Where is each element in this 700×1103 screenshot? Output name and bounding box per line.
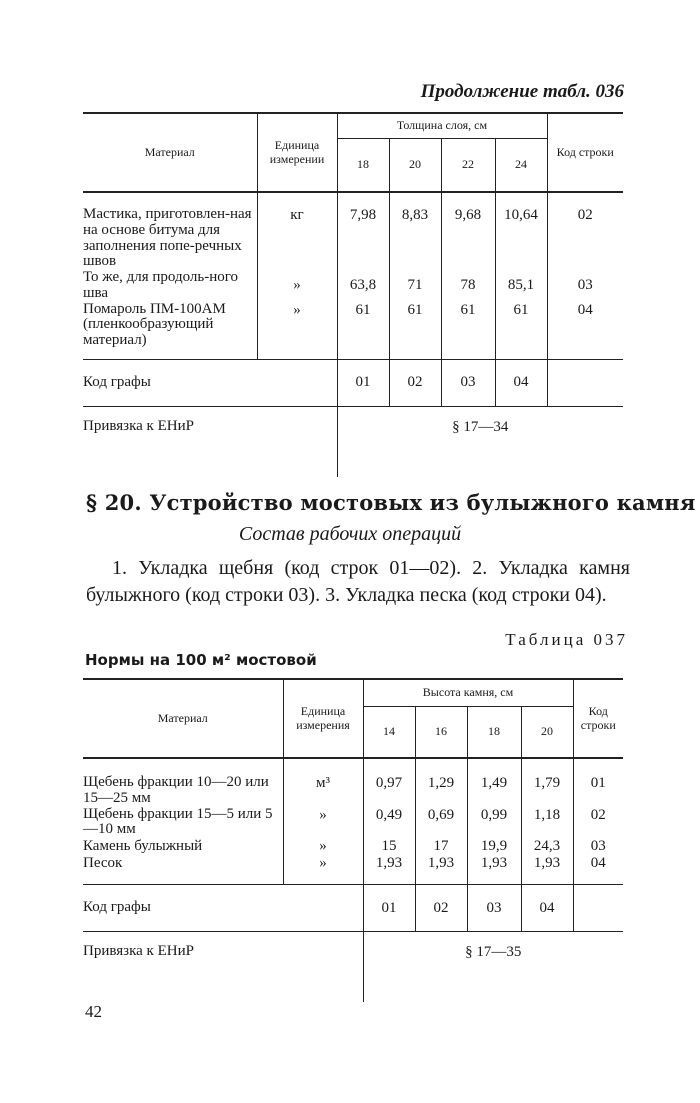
row-code: 04 [573, 855, 623, 885]
row-value: 71 [389, 270, 441, 302]
col-header-unit: Единица измерении [257, 113, 337, 192]
row-material: Мастика, приготовлен-ная на основе битума для заполнения попе-речных швов [83, 206, 252, 270]
row-code: 02 [547, 192, 623, 270]
row-material: То же, для продоль-ного шва [83, 269, 239, 301]
table-row [83, 807, 623, 839]
table-row [83, 302, 623, 360]
enir-link-label: Привязка к ЕНиР [83, 417, 194, 434]
column-code: 04 [495, 359, 547, 406]
row-value: 1,93 [415, 855, 467, 885]
height-value: 20 [521, 707, 573, 759]
row-value: 10,64 [495, 192, 547, 270]
row-value: 78 [441, 270, 495, 302]
row-value: 1,29 [415, 758, 467, 807]
column-code-label: Код графы [83, 359, 257, 406]
row-value: 61 [337, 302, 389, 360]
section-title: § 20. Устройство мостовых из булыжного камня [86, 490, 696, 515]
table-row [83, 270, 623, 302]
column-code-row [83, 885, 623, 932]
row-value: 1,79 [521, 758, 573, 807]
row-value: 1,49 [467, 758, 521, 807]
col-header-thickness: Толщина слоя, см [337, 113, 547, 139]
row-value: 0,99 [467, 807, 521, 839]
row-value: 63,8 [337, 270, 389, 302]
col-header-code: Код строки [547, 113, 623, 192]
row-material: Щебень фракции 15—5 или 5—10 мм [83, 805, 273, 838]
table-037 [83, 678, 623, 1002]
row-value: 17 [415, 838, 467, 855]
row-value: 15 [363, 838, 415, 855]
row-value: 0,69 [415, 807, 467, 839]
thickness-value: 24 [495, 139, 547, 193]
table-row [83, 855, 623, 885]
column-code: 04 [521, 885, 573, 932]
height-value: 18 [467, 707, 521, 759]
norms-caption: Нормы на 100 м² мостовой [85, 651, 317, 669]
row-value: 1,93 [467, 855, 521, 885]
row-value: 85,1 [495, 270, 547, 302]
row-material: Песок [83, 854, 123, 871]
row-value: 61 [495, 302, 547, 360]
row-value: 9,68 [441, 192, 495, 270]
column-code: 03 [441, 359, 495, 406]
thickness-value: 20 [389, 139, 441, 193]
row-code: 03 [547, 270, 623, 302]
row-value: 7,98 [337, 192, 389, 270]
row-material: Камень булыжный [83, 837, 203, 854]
enir-link-value: § 17—34 [452, 418, 509, 435]
row-value: 61 [441, 302, 495, 360]
col-header-unit: Единица измерения [283, 679, 363, 758]
operations-title: Состав рабочих операций [238, 523, 462, 545]
row-value: 0,49 [363, 807, 415, 839]
height-value: 16 [415, 707, 467, 759]
col-header-material: Материал [83, 113, 257, 192]
enir-link-row [83, 406, 623, 477]
row-value: 8,83 [389, 192, 441, 270]
row-value: 1,93 [521, 855, 573, 885]
table-label: Таблица 037 [505, 630, 628, 649]
page-number: 42 [85, 1002, 102, 1021]
row-material: Щебень фракции 10—20 или 15—25 мм [83, 774, 269, 806]
thickness-value: 18 [337, 139, 389, 193]
enir-link-row [83, 932, 623, 1003]
table-036 [83, 112, 623, 477]
row-code: 04 [547, 302, 623, 360]
col-header-code: Код строки [573, 679, 623, 758]
col-header-height: Высота камня, см [363, 679, 573, 707]
row-value: 24,3 [521, 838, 573, 855]
column-code: 02 [415, 885, 467, 932]
column-code: 03 [467, 885, 521, 932]
row-value: 1,18 [521, 807, 573, 839]
column-code: 02 [389, 359, 441, 406]
row-unit: » [283, 855, 363, 885]
row-material: Помароль ПМ-100АМ (пленкообразующий материал) [83, 300, 226, 348]
row-code: 02 [573, 807, 623, 839]
row-code: 03 [573, 838, 623, 855]
row-value: 0,97 [363, 758, 415, 807]
height-value: 14 [363, 707, 415, 759]
row-unit: » [257, 270, 337, 302]
column-code: 01 [363, 885, 415, 932]
row-code: 01 [573, 758, 623, 807]
row-value: 1,93 [363, 855, 415, 885]
row-unit: кг [257, 192, 337, 270]
enir-link-value: § 17—35 [465, 944, 522, 960]
col-header-material: Материал [83, 679, 283, 758]
row-unit: м³ [283, 758, 363, 807]
table-row [83, 758, 623, 807]
column-code-label: Код графы [83, 885, 283, 932]
table-row [83, 838, 623, 855]
row-value: 19,9 [467, 838, 521, 855]
row-unit: » [283, 838, 363, 855]
row-unit: » [257, 302, 337, 360]
operations-text: 1. Укладка щебня (код строк 01—02). 2. Укладка камня булыжного (код строки 03). 3. Укладка песка (код строки 04). [86, 557, 630, 606]
table-continuation-header: Продолжение табл. 036 [420, 81, 624, 102]
enir-link-label: Привязка к ЕНиР [83, 943, 194, 959]
row-unit: » [283, 807, 363, 839]
row-value: 61 [389, 302, 441, 360]
column-code: 01 [337, 359, 389, 406]
column-code-row [83, 359, 623, 406]
table-row [83, 192, 623, 270]
thickness-value: 22 [441, 139, 495, 193]
